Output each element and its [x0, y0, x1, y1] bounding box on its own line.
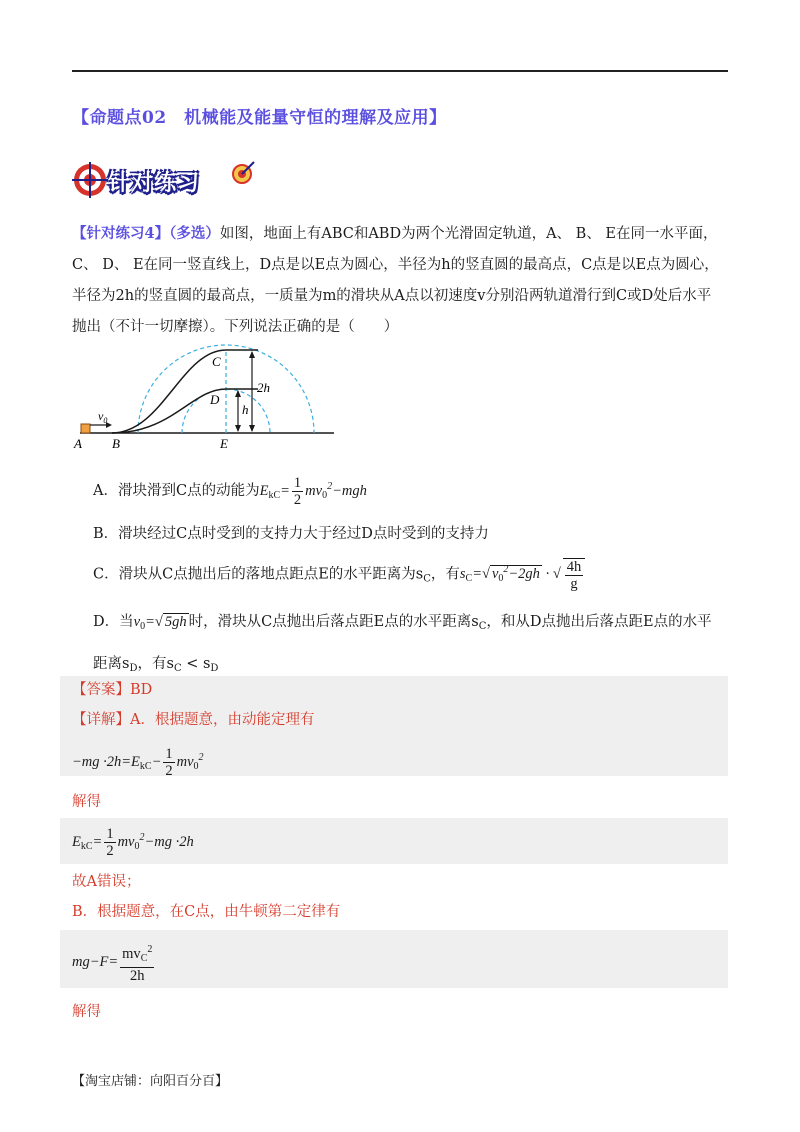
- equation-1: $-mg \cdot 2h=E_{kC}-$ $\frac{1}{2}$ $mv_0^2$: [72, 746, 204, 779]
- track-abc: [112, 350, 258, 433]
- label-C: C: [212, 354, 221, 369]
- answer-label: 【答案】: [72, 682, 130, 698]
- answer-value: BD: [130, 682, 153, 698]
- question-line-2: C、 D、 E在同一竖直线上，D点是以E点为圆心，半径为h的竖直圆的最高点，C点是以E点为圆心，: [72, 257, 719, 273]
- track-figure: [72, 340, 352, 452]
- option-c: C．滑块从C点抛出后的落地点距点E的水平距离为$s_C$，有$s_C=√$ $v_0^2-2gh$ · √ $\frac{4h}{g}$: [93, 558, 587, 592]
- label-D: D: [210, 392, 220, 407]
- detail-text: A．根据题意，由动能定理有: [130, 712, 315, 728]
- label-v0: $v_0$: [98, 409, 108, 425]
- label-2h: 2h: [257, 380, 270, 395]
- label-h: h: [242, 402, 249, 417]
- target-icon: [72, 162, 108, 198]
- question-line-1: 如图，地面上有ABC和ABD为两个光滑固定轨道，A、 B、 E在同一水平面，: [219, 226, 718, 242]
- option-b: B．滑块经过C点时受到的支持力大于经过D点时受到的支持力: [93, 526, 489, 542]
- detail-label: 【详解】: [72, 712, 130, 728]
- label-E: E: [220, 436, 228, 451]
- solve-label-1: 解得: [72, 794, 101, 810]
- answer-line: [72, 676, 728, 704]
- solve-label-2: 解得: [72, 1004, 101, 1020]
- b-text: B．根据题意，在C点，由牛顿第二定律有: [72, 904, 341, 920]
- equation-band-3: [60, 930, 728, 988]
- conclusion-a: 故A错误；: [72, 874, 141, 890]
- section-title: 【命题点02 机械能及能量守恒的理解及应用】: [72, 108, 447, 128]
- option-d-line2: 距离$s_D$，有$s_C < s_D$: [93, 656, 219, 674]
- equation-2: $E_{kC}=$ $\frac{1}{2}$ $mv_0^2-mg \cdot 2h$: [72, 826, 194, 859]
- top-rule: [72, 70, 728, 72]
- question-line-3: 半径为2h的竖直圆的最高点，一质量为m的滑块从A点以初速度v分别沿两轨道滑行到C或D处后水平: [72, 288, 712, 304]
- question-line-4: 抛出（不计一切摩擦）。下列说法正确的是（ ）: [72, 319, 399, 335]
- detail-line: [72, 706, 728, 734]
- equation-3: mg−F= $\frac{mv_C^2}{2h}$: [72, 944, 153, 984]
- label-B: B: [112, 436, 120, 451]
- slider-block: [81, 424, 90, 433]
- practice-title: 针对练习: [108, 171, 201, 196]
- dartboard-icon: [233, 162, 254, 183]
- question-text: [72, 218, 728, 343]
- footer-text: 【淘宝店铺：向阳百分百】: [72, 1074, 229, 1089]
- option-d-line1: D．当$v_0=√$ 5gh 时，滑块从C点抛出后落点距E点的水平距离$s_C$，和从D点抛出后落点距E点的水平: [93, 614, 712, 632]
- label-A: A: [74, 436, 82, 451]
- option-a: A．滑块滑到C点的动能为$E_{kC}=$ $\frac{1}{2}$ $mv_0^2-mgh$: [93, 475, 367, 508]
- question-tag: 【针对练习4】（多选）: [72, 225, 220, 242]
